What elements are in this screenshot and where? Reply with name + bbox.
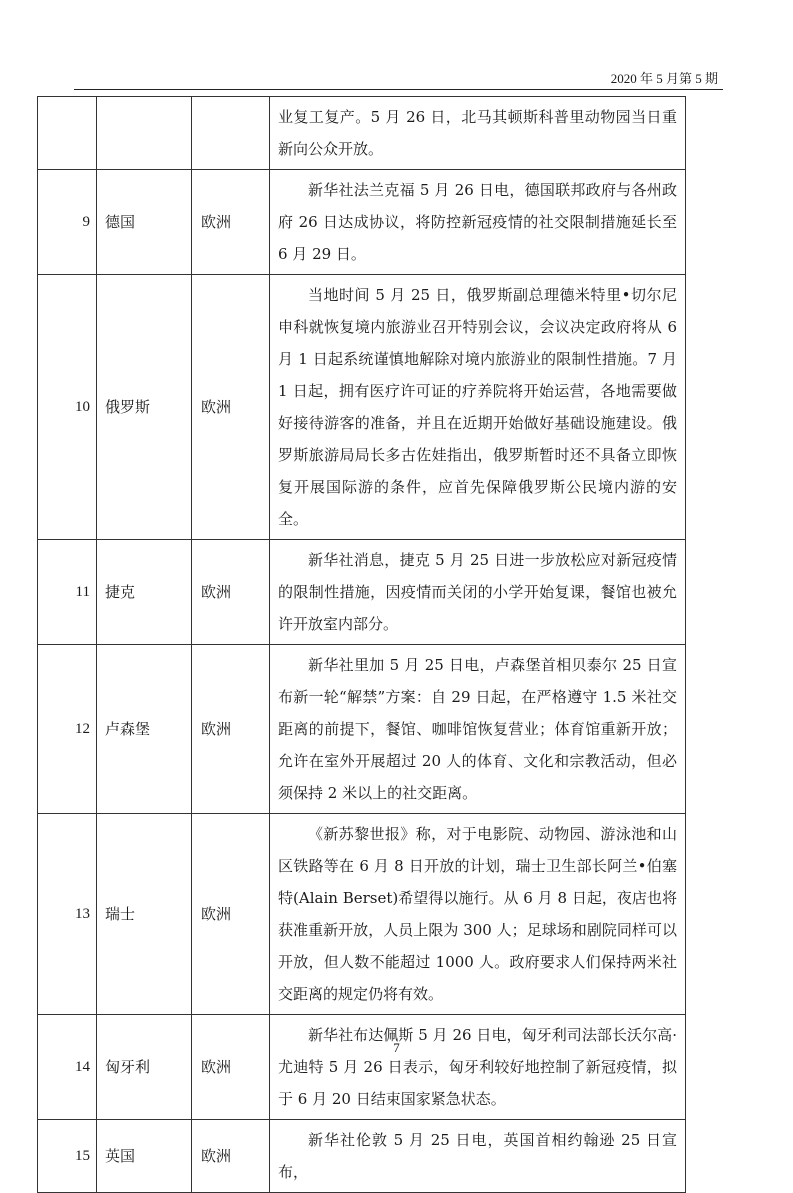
description-text: 当地时间 5 月 25 日，俄罗斯副总理德米特里•切尔尼申科就恢复境内旅游业召开特别会议，会议决定政府将从 6 月 1 日起系统谨慎地解除对境内旅游业的限制性措施。7 月 1 日起，拥有医疗许可证的疗养院将开始运营，各地需要做好接待游客的准备，并且在近期开始做好基础设施建设。俄罗斯旅游局局长多古佐娃指出，俄罗斯暂时还不具备立即恢复开展国际游的条件，应首先保障俄罗斯公民境内游的安全。 bbox=[278, 286, 677, 528]
row-number bbox=[38, 97, 97, 170]
row-number: 13 bbox=[38, 814, 97, 1015]
table-row bbox=[38, 170, 686, 275]
country-name: 英国 bbox=[97, 1120, 192, 1193]
description-text: 新华社布达佩斯 5 月 26 日电，匈牙利司法部长沃尔高·尤迪特 5 月 26 日表示，匈牙利较好地控制了新冠疫情，拟于 6 月 20 日结束国家紧急状态。 bbox=[278, 1026, 677, 1108]
country-reopening-table bbox=[37, 96, 686, 1193]
region-name: 欧洲 bbox=[192, 170, 270, 275]
country-name: 德国 bbox=[97, 170, 192, 275]
header-divider bbox=[74, 89, 723, 90]
description-cell bbox=[270, 1015, 686, 1120]
row-number: 12 bbox=[38, 645, 97, 814]
country-name: 俄罗斯 bbox=[97, 275, 192, 540]
row-number: 11 bbox=[38, 540, 97, 645]
description-cell bbox=[270, 275, 686, 540]
page-number: 7 bbox=[393, 1040, 400, 1055]
description-cell bbox=[270, 170, 686, 275]
table-row bbox=[38, 814, 686, 1015]
description-text: 新华社里加 5 月 25 日电，卢森堡首相贝泰尔 25 日宣布新一轮“解禁”方案：自 29 日起，在严格遵守 1.5 米社交距离的前提下，餐馆、咖啡馆恢复营业；体育馆重新开放；允许在室外开展超过 20 人的体育、文化和宗教活动，但必须保持 2 米以上的社交距离。 bbox=[278, 656, 677, 802]
country-name bbox=[97, 97, 192, 170]
row-number: 10 bbox=[38, 275, 97, 540]
description-text: 新华社法兰克福 5 月 26 日电，德国联邦政府与各州政府 26 日达成协议，将防控新冠疫情的社交限制措施延长至 6 月 29 日。 bbox=[278, 181, 677, 263]
description-text: 新华社消息，捷克 5 月 25 日进一步放松应对新冠疫情的限制性措施，因疫情而关闭的小学开始复课，餐馆也被允许开放室内部分。 bbox=[278, 551, 677, 633]
country-name: 捷克 bbox=[97, 540, 192, 645]
table-row bbox=[38, 1015, 686, 1120]
table-row bbox=[38, 645, 686, 814]
region-name: 欧洲 bbox=[192, 540, 270, 645]
description-text: 《新苏黎世报》称，对于电影院、动物园、游泳池和山区铁路等在 6 月 8 日开放的计划，瑞士卫生部长阿兰•伯塞特(Alain Berset)希望得以施行。从 6 月 8 日起，夜店也将获准重新开放，人员上限为 300 人；足球场和剧院同样可以开放，但人数不能超过 1000 人。政府要求人们保持两米社交距离的规定仍将有效。 bbox=[278, 825, 677, 1003]
region-name: 欧洲 bbox=[192, 1120, 270, 1193]
description-cell bbox=[270, 97, 686, 170]
region-name: 欧洲 bbox=[192, 645, 270, 814]
table-row bbox=[38, 540, 686, 645]
table-row bbox=[38, 1120, 686, 1193]
country-name: 卢森堡 bbox=[97, 645, 192, 814]
region-name: 欧洲 bbox=[192, 275, 270, 540]
region-name: 欧洲 bbox=[192, 814, 270, 1015]
table-row bbox=[38, 97, 686, 170]
row-number: 9 bbox=[38, 170, 97, 275]
region-name: 欧洲 bbox=[192, 1015, 270, 1120]
description-cell bbox=[270, 814, 686, 1015]
country-name: 匈牙利 bbox=[97, 1015, 192, 1120]
description-text: 业复工复产。5 月 26 日，北马其顿斯科普里动物园当日重新向公众开放。 bbox=[278, 108, 677, 158]
description-cell bbox=[270, 1120, 686, 1193]
table-row bbox=[38, 275, 686, 540]
country-name: 瑞士 bbox=[97, 814, 192, 1015]
journal-issue-header: 2020 年 5 月第 5 期 bbox=[610, 71, 718, 86]
description-text: 新华社伦敦 5 月 25 日电，英国首相约翰逊 25 日宣布， bbox=[278, 1131, 677, 1181]
description-cell bbox=[270, 540, 686, 645]
row-number: 15 bbox=[38, 1120, 97, 1193]
region-name bbox=[192, 97, 270, 170]
row-number: 14 bbox=[38, 1015, 97, 1120]
description-cell bbox=[270, 645, 686, 814]
